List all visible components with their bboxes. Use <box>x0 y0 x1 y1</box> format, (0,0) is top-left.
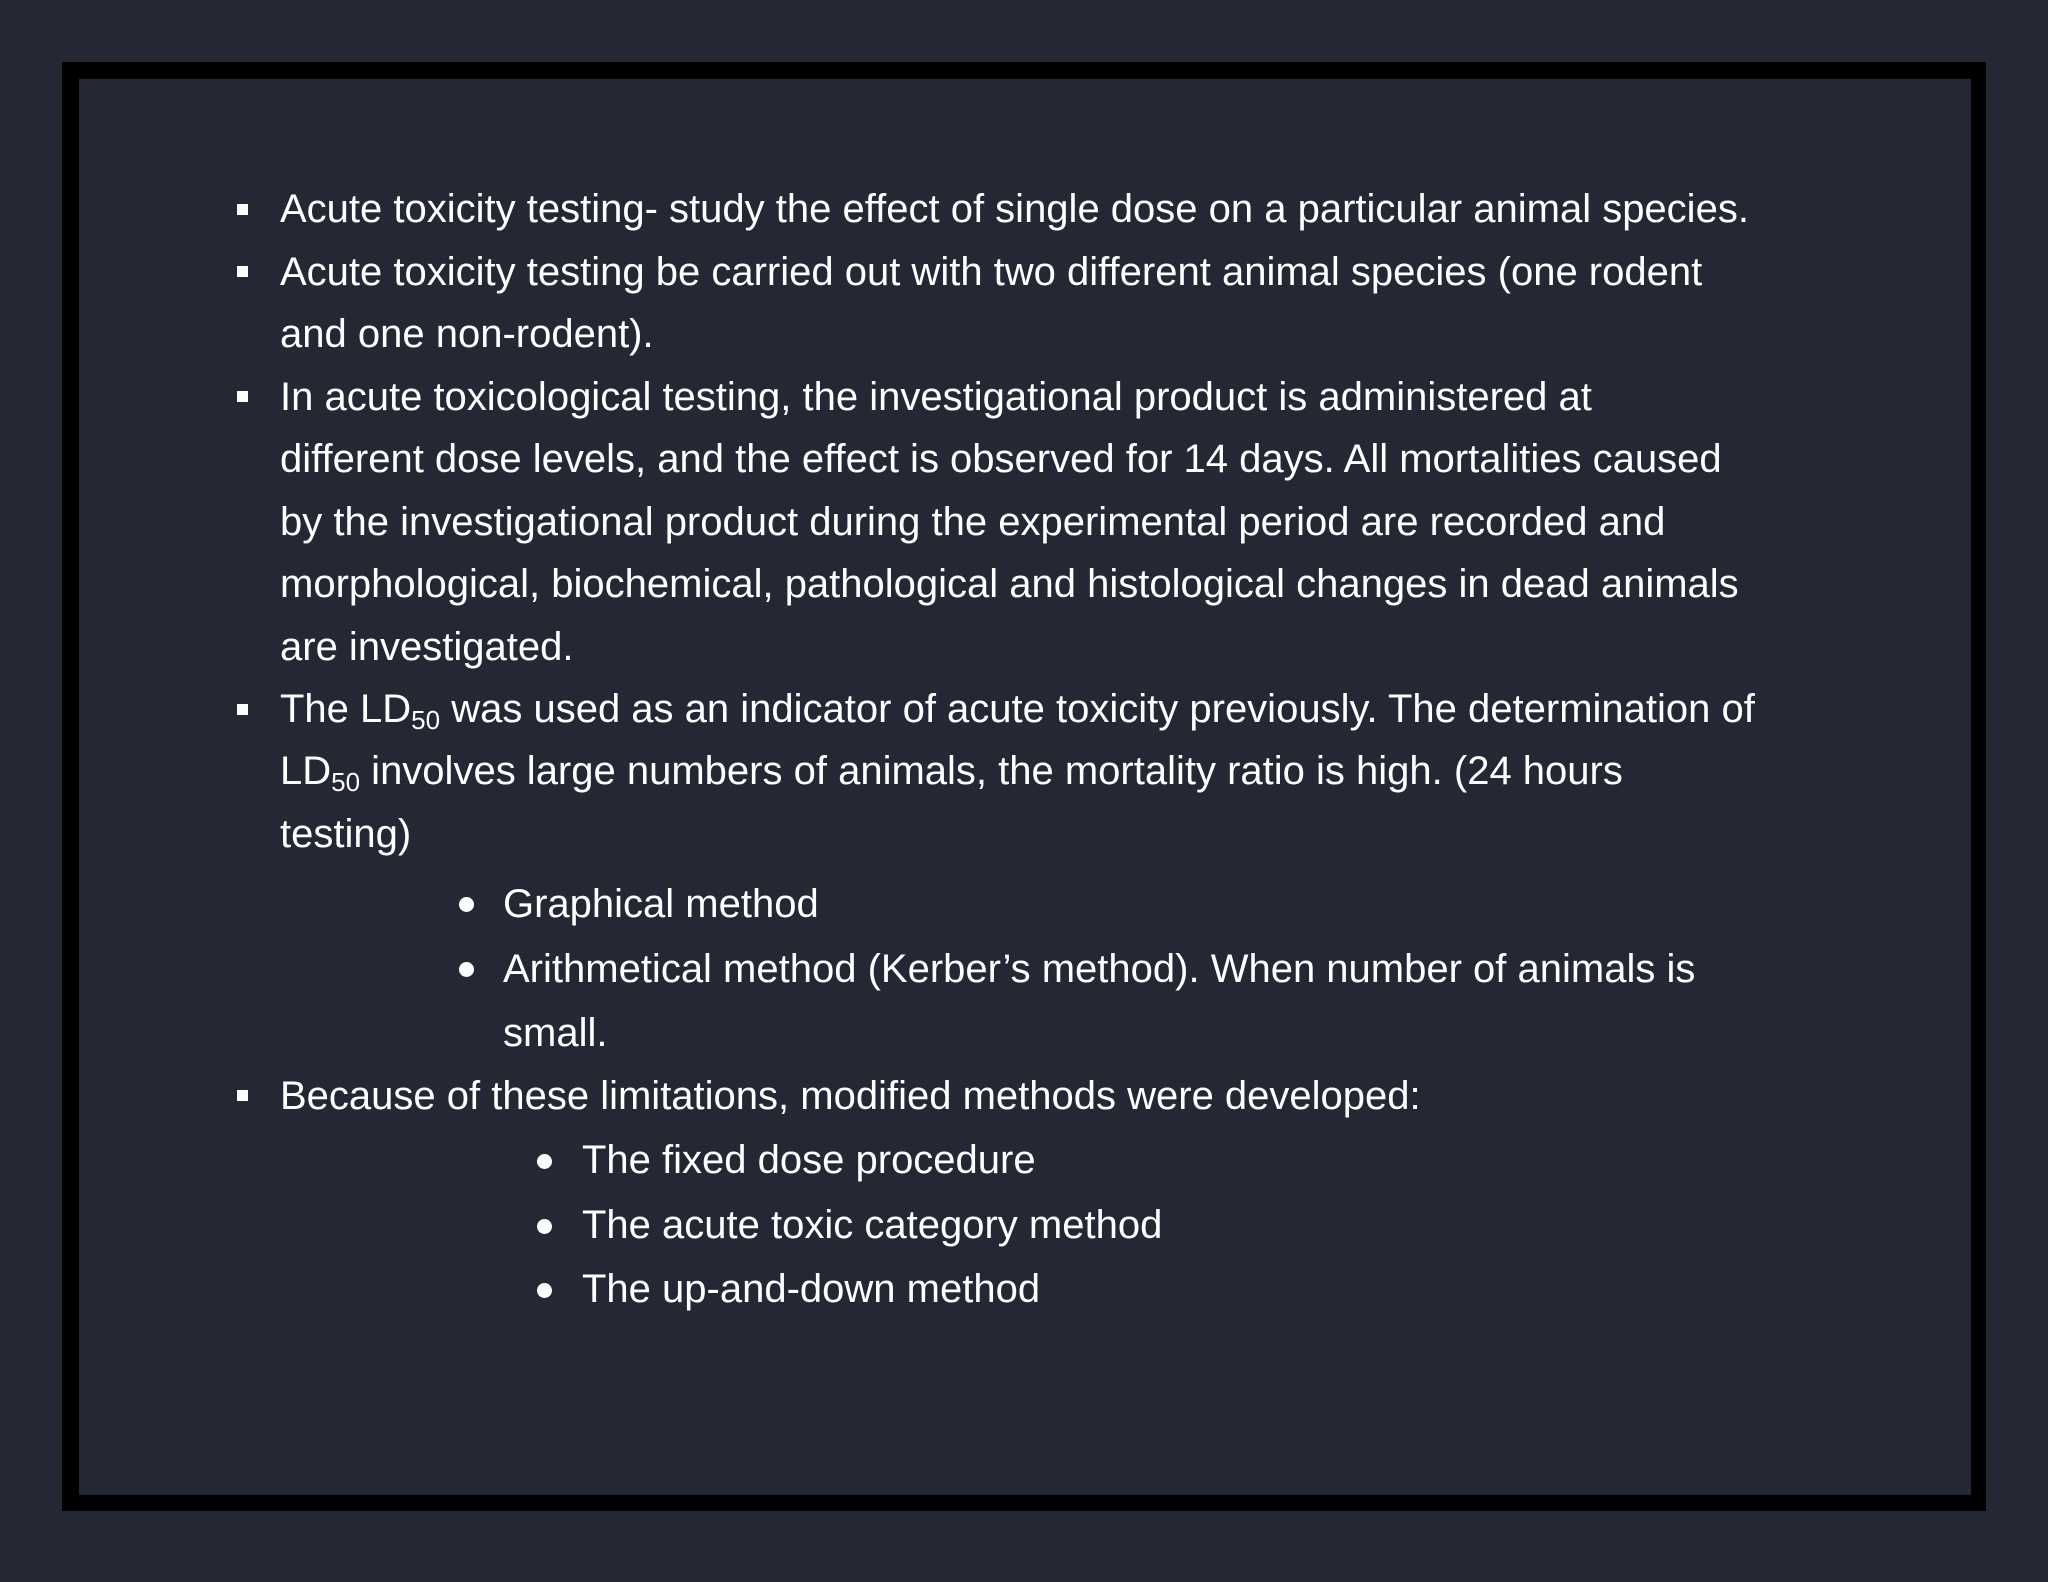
bullet-4-line-1-pre: The LD <box>280 687 412 731</box>
bullet-4-line-1 <box>280 685 1755 733</box>
bullet-3-line-2: different dose levels, and the effect is observed for 14 days. All mortalities caused <box>280 437 1722 481</box>
bullet-2-line-1: Acute toxicity testing be carried out with two different animal species (one rodent <box>280 250 1703 294</box>
sub-item-arithmetical-method-line-2: small. <box>503 1011 608 1055</box>
sub-item-graphical-method: Graphical method <box>503 882 819 926</box>
ld50-subscript: 50 <box>411 705 441 735</box>
round-bullet-icon <box>459 962 474 977</box>
bullet-1-line-1: Acute toxicity testing- study the effect of single dose on a particular animal species. <box>280 187 1749 231</box>
sub-item-acute-toxic-category: The acute toxic category method <box>582 1203 1163 1247</box>
bullet-2-line-2: and one non-rodent). <box>280 312 654 356</box>
sub-item-fixed-dose: The fixed dose procedure <box>582 1138 1036 1182</box>
round-bullet-icon <box>537 1219 552 1234</box>
ld50-subscript: 50 <box>331 767 361 797</box>
bullet-3-line-5: are investigated. <box>280 625 574 669</box>
bullet-5-line-1: Because of these limitations, modified methods were developed: <box>280 1074 1421 1118</box>
bullet-4-line-2-post: involves large numbers of animals, the mortality ratio is high. (24 hours <box>360 749 1623 793</box>
square-bullet-icon <box>237 1090 248 1101</box>
bullet-4-line-1-post: was used as an indicator of acute toxicity previously. The determination of <box>440 687 1755 731</box>
sub-item-arithmetical-method-line-1: Arithmetical method (Kerber’s method). When number of animals is <box>503 947 1696 991</box>
bullet-3-line-3: by the investigational product during the experimental period are recorded and <box>280 500 1666 544</box>
bullet-4-line-2-pre: LD <box>280 749 332 793</box>
slide-panel <box>79 79 1971 1495</box>
square-bullet-icon <box>237 266 248 277</box>
bullet-3-line-1: In acute toxicological testing, the investigational product is administered at <box>280 375 1592 419</box>
bullet-4-line-3: testing) <box>280 812 412 856</box>
round-bullet-icon <box>459 897 474 912</box>
square-bullet-icon <box>237 704 248 715</box>
round-bullet-icon <box>537 1283 552 1298</box>
sub-item-up-and-down: The up-and-down method <box>582 1267 1041 1311</box>
bullet-3-line-4: morphological, biochemical, pathological and histological changes in dead animals <box>280 562 1739 606</box>
square-bullet-icon <box>237 204 248 215</box>
square-bullet-icon <box>237 391 248 402</box>
round-bullet-icon <box>537 1154 552 1169</box>
bullet-4-line-2 <box>280 747 1623 795</box>
